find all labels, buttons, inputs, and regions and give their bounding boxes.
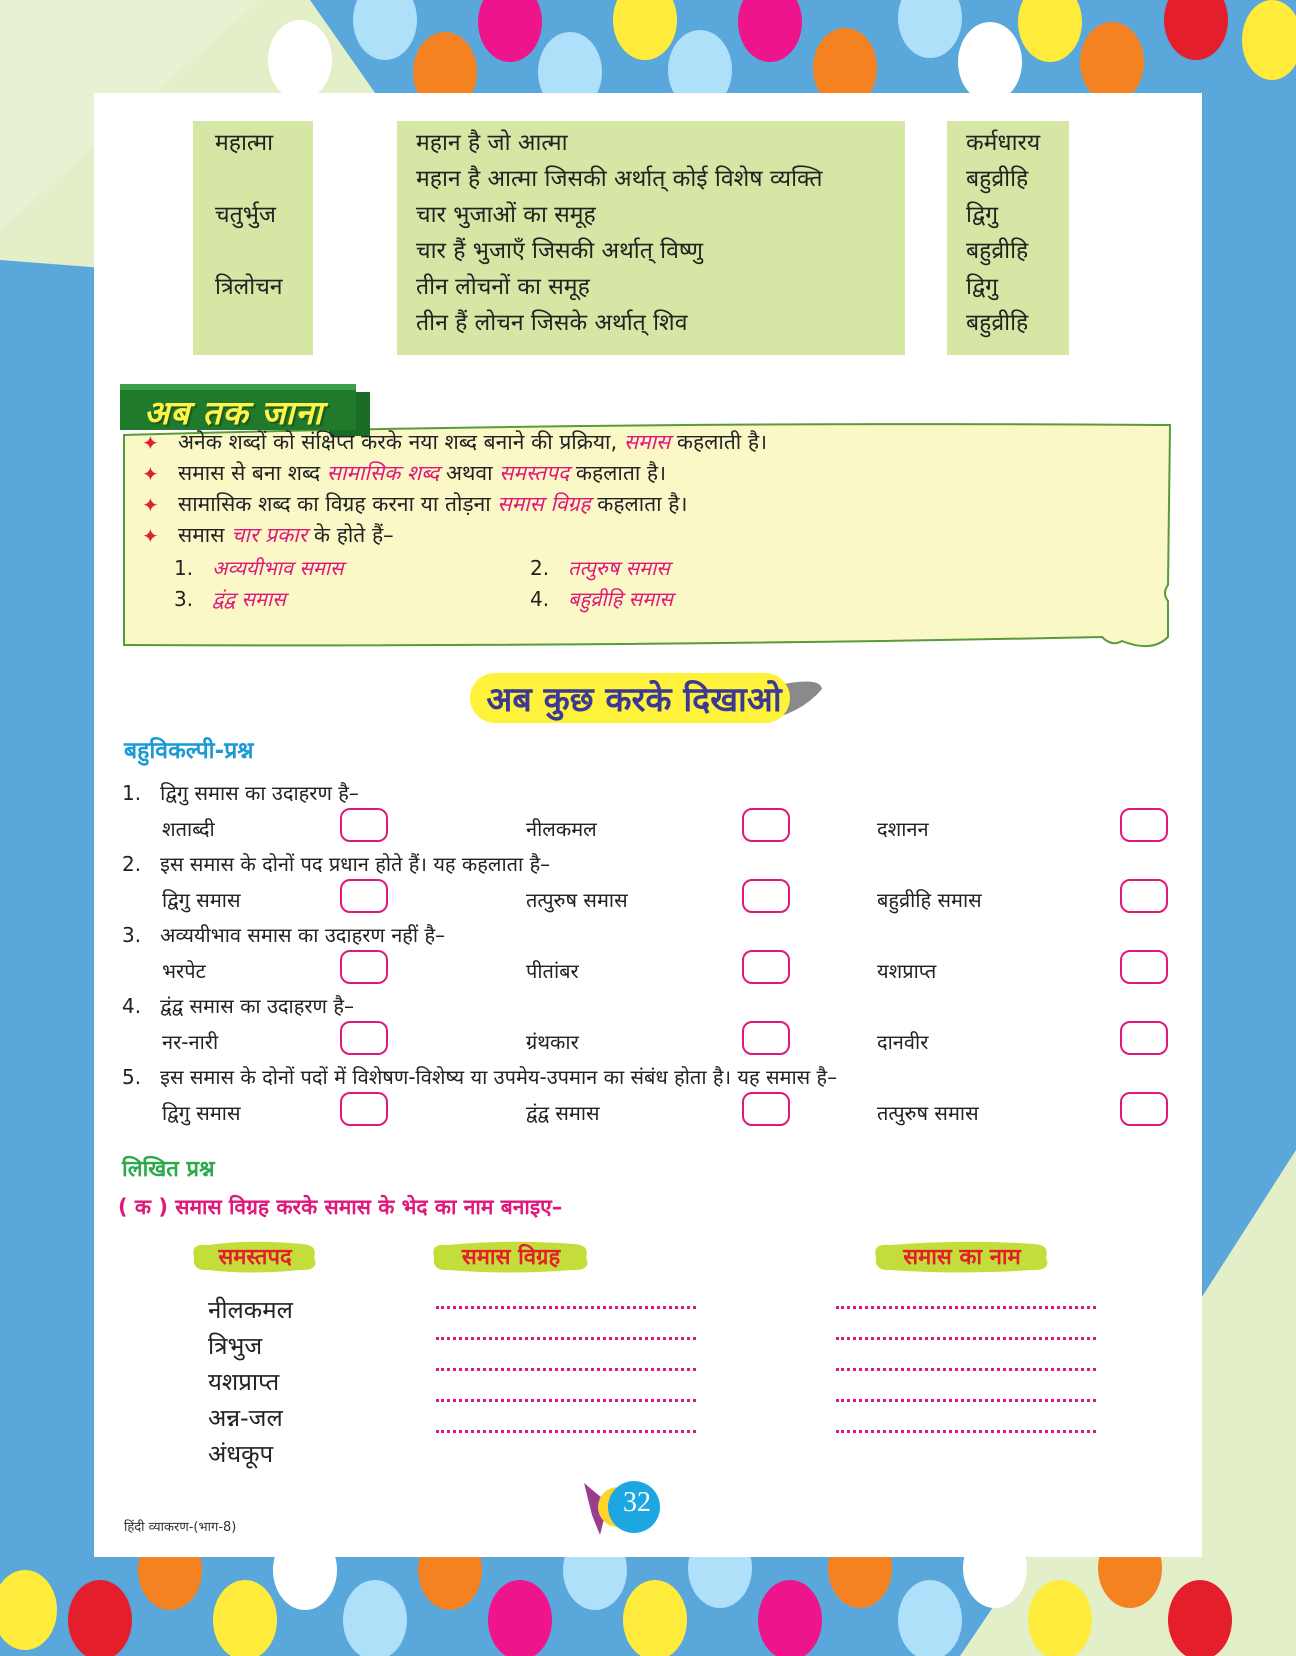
column-header: समस्तपद [218,1245,292,1270]
answer-blank-vigrah[interactable] [436,1430,696,1433]
summary-point: अनेक शब्दों को संक्षिप्त करके नया शब्द बनाने की प्रक्रिया, समास कहलाती है। [178,430,768,454]
compound-meaning: चार भुजाओं का समूह [416,202,596,228]
summary-point: सामासिक शब्द का विग्रह करना या तोड़ना समास विग्रह कहलाता है। [178,492,688,516]
answer-checkbox[interactable] [340,808,388,842]
activity-title: अब कुछ करके दिखाओ [486,680,782,720]
answer-blank-naam[interactable] [836,1337,1096,1340]
mcq-option: द्विगु समास [162,888,241,912]
summary-point: समास चार प्रकार के होते हैं– [178,523,394,547]
compound-type: कर्मधारय [966,130,1041,156]
answer-checkbox[interactable] [742,1021,790,1055]
written-instruction: ( क ) समास विग्रह करके समास के भेद का नाम बनाइए– [118,1195,563,1219]
compound-word-item: अन्न-जल [208,1404,283,1432]
mcq-question: 5. इस समास के दोनों पदों में विशेषण-विशेष्य या उपमेय-उपमान का संबंध होता है। यह समास है– [122,1065,838,1089]
samas-type-item: 3. द्वंद्व समास [174,587,286,611]
mcq-option: ग्रंथकार [526,1030,579,1054]
mcq-option: पीतांबर [526,959,579,983]
answer-checkbox[interactable] [1120,950,1168,984]
compound-type: बहुव्रीहि [966,166,1029,192]
answer-blank-vigrah[interactable] [436,1399,696,1402]
mcq-question: 1. द्विगु समास का उदाहरण है– [122,781,359,805]
answer-checkbox[interactable] [742,879,790,913]
answer-blank-vigrah[interactable] [436,1368,696,1371]
answer-checkbox[interactable] [1120,1092,1168,1126]
written-heading: लिखित प्रश्न [122,1157,215,1182]
compound-word: चतुर्भुज [215,202,276,228]
answer-checkbox[interactable] [340,1021,388,1055]
mcq-option: नर-नारी [162,1030,219,1054]
star-bullet-icon: ✦ [142,493,159,517]
compound-meaning: चार हैं भुजाएँ जिसकी अर्थात् विष्णु [416,238,703,264]
compound-meaning: तीन लोचनों का समूह [416,274,590,300]
mcq-question: 3. अव्ययीभाव समास का उदाहरण नहीं है– [122,923,446,947]
compound-meaning: महान है आत्मा जिसकी अर्थात् कोई विशेष व्यक्ति [416,166,823,192]
answer-checkbox[interactable] [742,808,790,842]
worksheet-page [94,93,1202,1557]
compound-type: बहुव्रीहि [966,310,1029,336]
answer-blank-naam[interactable] [836,1399,1096,1402]
mcq-heading: बहुविकल्पी-प्रश्न [124,738,254,764]
mcq-option: दानवीर [877,1030,929,1054]
mcq-option: तत्पुरुष समास [526,888,628,912]
answer-blank-naam[interactable] [836,1430,1096,1433]
answer-checkbox[interactable] [1120,1021,1168,1055]
column-header: समास का नाम [903,1245,1021,1270]
mcq-option: दशानन [877,817,929,841]
star-bullet-icon: ✦ [142,524,159,548]
star-bullet-icon: ✦ [142,462,159,486]
samas-type-item: 2. तत्पुरुष समास [530,556,670,580]
answer-checkbox[interactable] [742,1092,790,1126]
mcq-question: 2. इस समास के दोनों पद प्रधान होते हैं। यह कहलाता है– [122,852,551,876]
compound-word-item: नीलकमल [208,1296,293,1324]
mcq-option: यशप्राप्त [877,959,937,983]
mcq-option: शताब्दी [162,817,215,841]
answer-blank-naam[interactable] [836,1306,1096,1309]
samas-type-item: 1. अव्ययीभाव समास [174,556,344,580]
mcq-option: नीलकमल [526,817,597,841]
mcq-question: 4. द्वंद्व समास का उदाहरण है– [122,994,354,1018]
book-title: हिंदी व्याकरण-(भाग-8) [124,1520,237,1535]
summary-point: समास से बना शब्द सामासिक शब्द अथवा समस्तपद कहलाता है। [178,461,667,485]
answer-checkbox[interactable] [1120,879,1168,913]
compound-meaning: महान है जो आत्मा [416,130,568,156]
compound-word-item: यशप्राप्त [208,1368,280,1396]
answer-checkbox[interactable] [340,1092,388,1126]
compound-type: द्विगु [966,274,999,300]
compound-type: द्विगु [966,202,999,228]
answer-checkbox[interactable] [340,879,388,913]
mcq-option: द्वंद्व समास [526,1101,600,1125]
compound-word-item: अंधकूप [208,1440,274,1468]
page-number: 32 [623,1487,651,1518]
summary-banner-title: अब तक जाना [144,393,324,432]
answer-checkbox[interactable] [1120,808,1168,842]
compound-type: बहुव्रीहि [966,238,1029,264]
answer-blank-vigrah[interactable] [436,1337,696,1340]
answer-blank-naam[interactable] [836,1368,1096,1371]
compound-word-item: त्रिभुज [208,1332,263,1360]
answer-checkbox[interactable] [742,950,790,984]
star-bullet-icon: ✦ [142,431,159,455]
compound-meaning: तीन हैं लोचन जिसके अर्थात् शिव [416,310,688,336]
mcq-option: तत्पुरुष समास [877,1101,979,1125]
compound-word: महात्मा [215,130,274,156]
samas-type-item: 4. बहुव्रीहि समास [530,587,673,611]
answer-blank-vigrah[interactable] [436,1306,696,1309]
mcq-option: बहुव्रीहि समास [877,888,982,912]
compound-word: त्रिलोचन [215,274,283,300]
mcq-option: भरपेट [162,959,206,983]
column-header: समास विग्रह [461,1245,561,1270]
mcq-option: द्विगु समास [162,1101,241,1125]
answer-checkbox[interactable] [340,950,388,984]
